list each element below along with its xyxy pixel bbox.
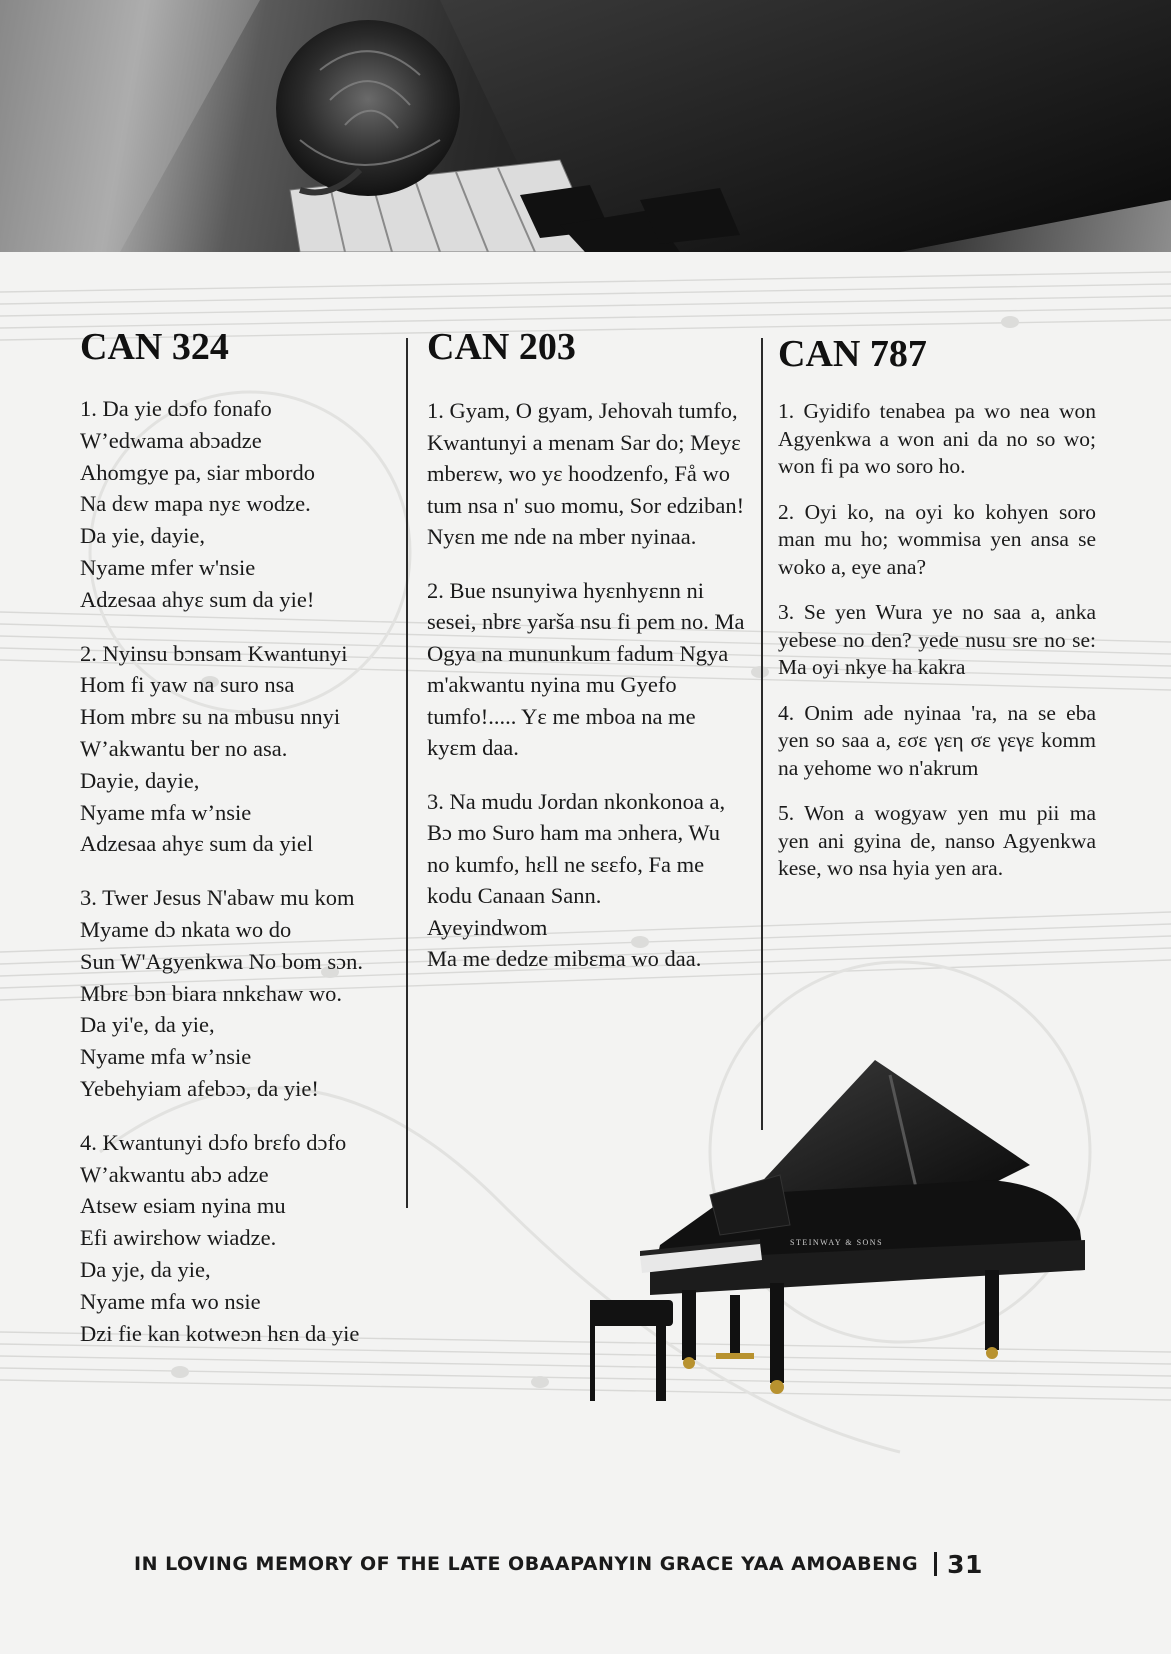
hymn-column-can-324	[80, 325, 400, 1371]
grand-piano-illustration	[590, 1055, 1110, 1405]
column-divider	[406, 338, 408, 1208]
grand-piano-icon	[590, 1055, 1110, 1405]
memorial-dedication: IN LOVING MEMORY OF THE LATE OBAAPANYIN GRACE YAA AMOABENG	[134, 1553, 919, 1575]
hymn-stanza: 2. Oyi ko, na oyi ko kohyen soro man mu ho; wommisa yen ansa se woko a, eye ana?	[778, 499, 1096, 579]
hymn-title: CAN 203	[427, 326, 576, 368]
page-number: 31	[947, 1549, 983, 1579]
hymn-stanza: 4. Kwantunyi dɔfo brɛfo dɔfo W’akwantu abɔ adze Atsew esiam nyina mu Efi awirɛhow wiadze. Da yje, da yie, Nyame mfa wo nsie Dzi fie kan kotweɔn hɛn da yie	[80, 1129, 360, 1346]
hymn-stanza: 1. Gyam, O gyam, Jehovah tumfo, Kwantunyi a menam Sar do; Meyɛ mberɛw, wo yɛ hoodzenfo, Få wo tum nsa n' suo momu, Sor edziban! Nyɛn me nde na mber nyinaa.	[427, 398, 745, 549]
hymn-stanza: 2. Bue nsunyiwa hyɛnhyɛnn ni sesei, nbrɛ yarša nsu fi pem no. Ma Ogya na mununkum fadum Ngya m'akwantu nyina mu Gyefo tumfo!..... Yɛ me mboa na me kyɛm daa.	[427, 577, 745, 760]
piano-brand-label: STEINWAY & SONS	[790, 1238, 884, 1247]
hymn-stanza: 3. Na mudu Jordan nkonkonoa a, Bɔ mo Suro ham ma ɔnhera, Wu no kumfo, hɛll ne sɛɛfo, Fa me kodu Canaan Sann. Ayeyindwom Ma me dedze mibɛma wo daa.	[427, 788, 726, 971]
hymn-stanza: 5. Won a wogyaw yen mu pii ma yen ani gyina de, nanso Agyenkwa kese, wo nsa hyia yen ara.	[778, 801, 1096, 880]
page-footer	[134, 1548, 1054, 1580]
footer-divider	[934, 1552, 937, 1576]
column-divider	[761, 338, 763, 1130]
hymn-title: CAN 787	[778, 333, 927, 375]
hymn-column-can-787	[778, 332, 1096, 901]
hymn-stanza: 2. Nyinsu bɔnsam Kwantunyi Hom fi yaw na suro nsa Hom mbrɛ su na mbusu nnyi W’akwantu ber no asa. Dayie, dayie, Nyame mfa w’nsie Adzesaa ahyɛ sum da yiel	[80, 640, 348, 857]
hymn-stanza: 3. Se yen Wura ye no saa a, anka yebese no den? yede nusu sre no se: Ma oyi nkye ha kakra	[778, 600, 1096, 679]
hymn-stanza: 1. Da yie dɔfo fonafo W’edwama abɔadze Ahomgye pa, siar mbordo Na dɛw mapa nyɛ wodze. Da yie, dayie, Nyame mfer w'nsie Adzesaa ahyɛ sum da yie!	[80, 396, 315, 612]
hymn-stanza: 1. Gyidifo tenabea pa wo nea won Agyenkwa a won ani da no so wo; won fi pa wo soro ho.	[778, 399, 1096, 478]
hymn-stanza: 4. Onim ade nyinaa 'ra, na se eba yen so saa a, εσε γεη σε γεγε komm na yehome wo n'akrum	[778, 700, 1096, 780]
hymn-stanza: 3. Twer Jesus N'abaw mu kom Myame dɔ nkata wo do Sun W'Agyenkwa No bom sɔn. Mbrɛ bɔn biara nnkɛhaw wo. Da yi'e, da yie, Nyame mfa w’nsie Yebehyiam afebɔɔ, da yie!	[80, 885, 363, 1101]
rose-on-keys-icon	[0, 0, 1171, 252]
rose-piano-photo	[0, 0, 1171, 252]
hymn-title: CAN 324	[80, 326, 229, 368]
hymn-column-can-203	[427, 325, 747, 997]
